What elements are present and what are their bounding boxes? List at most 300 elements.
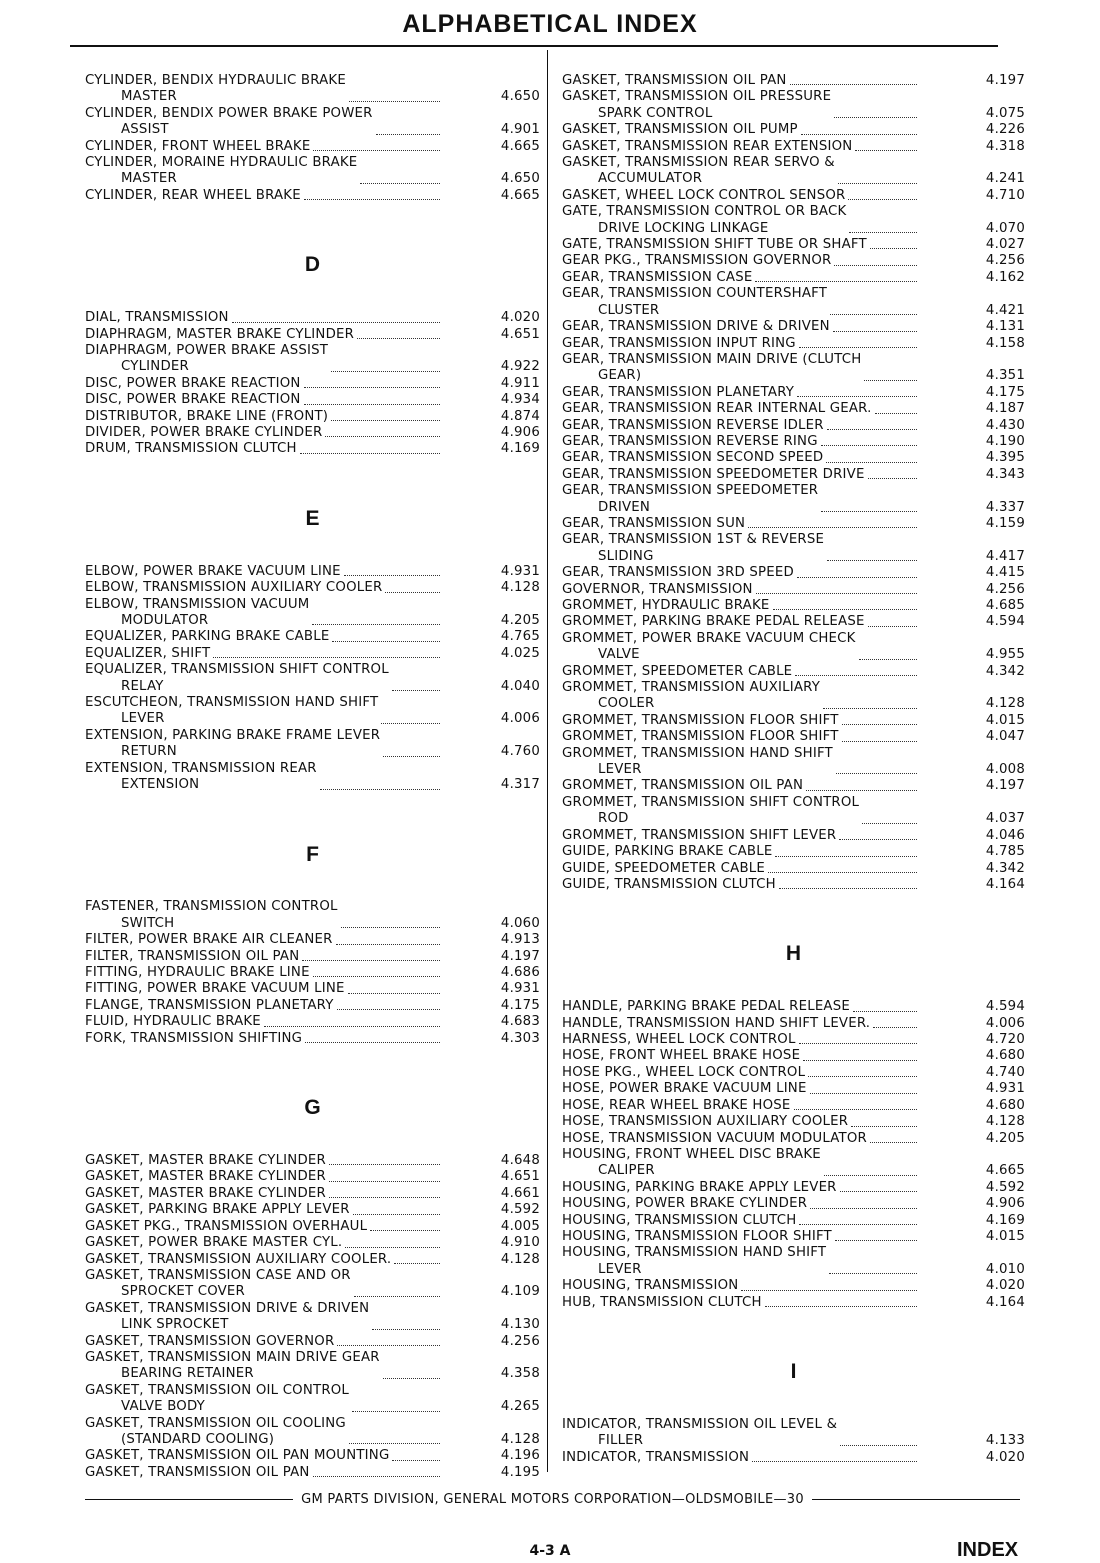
entry-line: GASKET, TRANSMISSION REAR SERVO & — [562, 155, 835, 171]
index-entry — [562, 1114, 1025, 1130]
dot-leader — [842, 741, 917, 742]
entry-line: GROMMET, PARKING BRAKE PEDAL RELEASE — [562, 614, 865, 630]
dot-leader — [827, 429, 917, 430]
dot-leader — [810, 1208, 917, 1209]
dot-leader — [320, 789, 440, 790]
right-column — [562, 73, 1025, 1466]
page-reference: 4.874 — [500, 408, 540, 424]
entry-text — [562, 631, 856, 664]
dot-leader — [823, 708, 917, 709]
section-label: INDEX — [957, 1539, 1019, 1561]
entry-text — [85, 932, 333, 948]
entry-line: GROMMET, TRANSMISSION SHIFT CONTROL — [562, 794, 860, 810]
entry-text — [562, 1295, 762, 1311]
page-reference: 4.685 — [985, 598, 1025, 613]
dot-leader — [394, 1263, 440, 1264]
page-reference: 4.060 — [500, 915, 540, 931]
entry-line: ELBOW, POWER BRAKE VACUUM LINE — [85, 563, 341, 579]
entry-line: DRUM, TRANSMISSION CLUTCH — [85, 441, 297, 457]
section-letter-heading: H — [785, 942, 802, 966]
entry-line: ELBOW, TRANSMISSION AUXILIARY COOLER — [85, 580, 383, 596]
dot-leader — [305, 1042, 440, 1043]
dot-leader — [313, 150, 440, 151]
index-entry — [85, 155, 540, 188]
page-reference: 4.158 — [985, 335, 1025, 351]
entry-line: HOUSING, TRANSMISSION — [562, 1278, 739, 1294]
index-entry — [562, 713, 1025, 729]
dot-leader — [810, 1093, 917, 1094]
entry-line: GASKET, TRANSMISSION OIL PRESSURE — [562, 89, 832, 105]
entry-line: GEAR, TRANSMISSION SUN — [562, 515, 746, 531]
index-entry — [85, 188, 540, 204]
entry-text — [85, 597, 309, 630]
page-reference: 4.765 — [500, 629, 540, 645]
index-entry — [562, 336, 1025, 352]
index-entry — [562, 614, 1025, 630]
index-entry — [562, 1180, 1025, 1196]
section-spacer — [562, 1401, 1025, 1417]
entry-text — [562, 204, 846, 237]
page-reference: 4.075 — [985, 105, 1025, 121]
column-divider — [547, 50, 548, 1472]
index-entry — [562, 1081, 1025, 1097]
entry-text — [562, 844, 772, 860]
page-reference: 4.430 — [985, 417, 1025, 433]
section-spacer — [85, 1137, 540, 1153]
dot-leader — [336, 944, 440, 945]
dot-leader — [385, 592, 440, 593]
page-reference: 4.421 — [985, 302, 1025, 318]
entry-line: GOVERNOR, TRANSMISSION — [562, 581, 753, 597]
entry-line: HANDLE, PARKING BRAKE PEDAL RELEASE — [562, 999, 850, 1015]
dot-leader — [873, 1027, 917, 1028]
entry-line: FORK, TRANSMISSION SHIFTING — [85, 1030, 303, 1046]
entry-line: CYLINDER, BENDIX HYDRAULIC BRAKE — [85, 73, 346, 88]
entry-line: GEAR, TRANSMISSION MAIN DRIVE (CLUTCH — [562, 351, 862, 367]
section-spacer — [85, 867, 540, 883]
index-entry — [562, 795, 1025, 828]
page-reference: 4.415 — [985, 565, 1025, 581]
entry-text — [562, 352, 861, 385]
index-entry — [562, 1032, 1025, 1048]
index-entry — [85, 441, 540, 457]
entry-line: GEAR, TRANSMISSION REVERSE IDLER — [562, 417, 824, 433]
entry-line: GASKET, WHEEL LOCK CONTROL SENSOR — [562, 187, 846, 203]
entry-line: HOSE, FRONT WHEEL BRAKE HOSE — [562, 1048, 801, 1064]
page-reference: 4.005 — [500, 1218, 540, 1234]
entry-line: GEAR, TRANSMISSION CASE — [562, 269, 753, 285]
entry-line: GROMMET, TRANSMISSION OIL PAN — [562, 778, 804, 794]
dot-leader — [357, 338, 440, 339]
page-reference: 4.911 — [500, 375, 540, 391]
entry-text — [562, 253, 831, 269]
dot-leader — [833, 331, 917, 332]
entry-text — [562, 1278, 738, 1294]
entry-line: HOUSING, PARKING BRAKE APPLY LEVER — [562, 1179, 837, 1195]
entry-text — [562, 877, 776, 893]
entry-continuation-line: RETURN — [121, 744, 177, 760]
page-reference: 4.906 — [500, 425, 540, 441]
index-entry — [85, 409, 540, 425]
page-reference: 4.205 — [500, 613, 540, 629]
entry-text — [85, 343, 328, 376]
page-reference: 4.008 — [985, 762, 1025, 778]
entry-text — [562, 1147, 821, 1180]
index-entry — [85, 564, 540, 580]
index-entry — [85, 343, 540, 376]
page-reference: 4.760 — [500, 744, 540, 760]
entry-text — [562, 614, 865, 630]
index-entry — [562, 253, 1025, 269]
index-entry — [562, 418, 1025, 434]
entry-continuation-line: MASTER — [121, 89, 177, 105]
dot-leader — [806, 790, 917, 791]
page-reference: 4.006 — [500, 711, 540, 727]
dot-leader — [313, 976, 440, 977]
entry-line: HARNESS, WHEEL LOCK CONTROL — [562, 1032, 796, 1048]
footer-rule-right — [812, 1499, 1020, 1500]
entry-text — [85, 646, 210, 662]
entry-text — [562, 532, 824, 565]
entry-text — [85, 1416, 346, 1449]
dot-leader — [859, 659, 917, 660]
entry-line: GUIDE, SPEEDOMETER CABLE — [562, 860, 765, 876]
entry-continuation-line: LEVER — [121, 711, 165, 727]
entry-line: DIAPHRAGM, POWER BRAKE ASSIST — [85, 343, 329, 359]
dot-leader — [799, 1043, 917, 1044]
dot-leader — [855, 150, 917, 151]
entry-line: GASKET, TRANSMISSION OIL PAN — [85, 1464, 310, 1480]
index-entry — [85, 932, 540, 948]
page-reference: 4.128 — [500, 580, 540, 596]
dot-leader — [300, 453, 440, 454]
dot-leader — [304, 387, 440, 388]
footer-publisher: GM PARTS DIVISION, GENERAL MOTORS CORPORATION—OLDSMOBILE—30 — [301, 1492, 804, 1507]
dot-leader — [329, 1164, 440, 1165]
left-column — [85, 73, 540, 1481]
entry-text — [85, 1169, 326, 1185]
page-reference: 4.047 — [985, 729, 1025, 745]
index-entry — [85, 1219, 540, 1235]
dot-leader — [748, 527, 917, 528]
page-reference: 4.931 — [500, 563, 540, 579]
entry-text — [562, 1450, 749, 1466]
entry-continuation-line: MASTER — [121, 171, 177, 187]
page-reference: 4.164 — [985, 876, 1025, 892]
page-number: 4-3 A — [529, 1543, 571, 1559]
entry-text — [85, 139, 310, 155]
index-entry — [562, 1229, 1025, 1245]
page-reference: 4.395 — [985, 450, 1025, 466]
index-entry — [562, 385, 1025, 401]
index-entry — [85, 597, 540, 630]
entry-line: GASKET, TRANSMISSION CASE AND OR — [85, 1267, 351, 1283]
page-reference: 4.665 — [985, 1163, 1025, 1179]
page-reference: 4.175 — [985, 384, 1025, 400]
page-reference: 4.025 — [500, 645, 540, 661]
dot-leader — [325, 436, 440, 437]
page-reference: 4.175 — [500, 997, 540, 1013]
dot-leader — [302, 960, 440, 961]
dot-leader — [799, 1224, 917, 1225]
dot-leader — [870, 1142, 917, 1143]
entry-line: GEAR, TRANSMISSION REAR INTERNAL GEAR. — [562, 401, 872, 417]
entry-line: DISTRIBUTOR, BRAKE LINE (FRONT) — [85, 408, 329, 424]
index-entry — [562, 999, 1025, 1015]
index-entry — [562, 1048, 1025, 1064]
entry-line: GASKET, POWER BRAKE MASTER CYL. — [85, 1235, 343, 1251]
index-entry — [562, 532, 1025, 565]
entry-text — [562, 1016, 870, 1032]
entry-text — [562, 598, 770, 614]
section-spacer — [85, 237, 540, 253]
entry-text — [562, 1196, 807, 1212]
index-entry — [562, 729, 1025, 745]
page-reference: 4.650 — [500, 171, 540, 187]
page-reference: 4.680 — [985, 1048, 1025, 1064]
dot-leader — [376, 134, 440, 135]
entry-line: HOSE, TRANSMISSION VACUUM MODULATOR — [562, 1130, 867, 1146]
section-spacer — [85, 810, 540, 826]
index-entry — [562, 598, 1025, 614]
index-entry — [85, 139, 540, 155]
page-reference: 4.197 — [500, 948, 540, 964]
entry-continuation-line: RELAY — [121, 678, 164, 694]
dot-leader — [304, 199, 440, 200]
entry-text — [562, 73, 787, 89]
dot-leader — [830, 314, 917, 315]
entry-line: GASKET, MASTER BRAKE CYLINDER — [85, 1153, 326, 1169]
page-reference: 4.130 — [500, 1317, 540, 1333]
section-spacer — [85, 1047, 540, 1063]
page-reference: 4.256 — [985, 581, 1025, 597]
index-entry — [85, 106, 540, 139]
entry-text — [85, 1465, 310, 1481]
entry-line: GASKET, PARKING BRAKE APPLY LEVER — [85, 1202, 350, 1218]
page-reference: 4.901 — [500, 122, 540, 138]
index-entry — [562, 89, 1025, 122]
index-entry — [85, 376, 540, 392]
section-spacer — [85, 826, 540, 842]
index-entry — [85, 761, 540, 794]
page-reference: 4.342 — [985, 663, 1025, 679]
section-letter-heading: D — [304, 253, 321, 277]
section-spacer — [562, 1311, 1025, 1327]
entry-text — [562, 401, 872, 417]
dot-leader — [853, 1011, 917, 1012]
page-reference: 4.131 — [985, 319, 1025, 335]
index-entry — [85, 629, 540, 645]
index-entry — [562, 582, 1025, 598]
entry-line: HOUSING, TRANSMISSION FLOOR SHIFT — [562, 1228, 832, 1244]
dot-leader — [848, 199, 917, 200]
index-entry — [562, 1213, 1025, 1229]
dot-leader — [779, 888, 917, 889]
dot-leader — [794, 1109, 917, 1110]
index-entry — [562, 1450, 1025, 1466]
entry-continuation-line: SPARK CONTROL — [598, 105, 713, 121]
entry-text — [562, 680, 820, 713]
page-reference: 4.318 — [985, 138, 1025, 154]
entry-line: GASKET, TRANSMISSION OIL PUMP — [562, 122, 798, 138]
entry-text — [562, 565, 794, 581]
entry-text — [562, 778, 803, 794]
index-entry — [562, 1295, 1025, 1311]
page-reference: 4.785 — [985, 844, 1025, 860]
entry-text — [85, 1252, 391, 1268]
entry-text — [562, 1114, 848, 1130]
page-reference: 4.109 — [500, 1284, 540, 1300]
entry-text — [85, 965, 310, 981]
page-reference: 4.046 — [985, 827, 1025, 843]
index-entry — [562, 401, 1025, 417]
dot-leader — [840, 1191, 917, 1192]
entry-text — [562, 713, 839, 729]
entry-text — [85, 662, 389, 695]
entry-line: FASTENER, TRANSMISSION CONTROL — [85, 899, 338, 915]
entry-text — [562, 1245, 826, 1278]
entry-text — [562, 270, 752, 286]
dot-leader — [337, 1345, 440, 1346]
dot-leader — [803, 1060, 917, 1061]
entry-text — [85, 155, 357, 188]
section-spacer — [85, 794, 540, 810]
entry-line: ESCUTCHEON, TRANSMISSION HAND SHIFT — [85, 695, 379, 711]
entry-line: HOSE PKG., WHEEL LOCK CONTROL — [562, 1064, 806, 1080]
entry-line: CYLINDER, BENDIX POWER BRAKE POWER — [85, 105, 373, 121]
dot-leader — [775, 856, 917, 857]
index-entry — [562, 1065, 1025, 1081]
entry-continuation-line: LEVER — [598, 762, 642, 778]
section-spacer — [85, 204, 540, 220]
page-reference: 4.190 — [985, 433, 1025, 449]
entry-text — [562, 1131, 867, 1147]
index-entry — [562, 319, 1025, 335]
dot-leader — [329, 1197, 440, 1198]
page-reference: 4.133 — [985, 1433, 1025, 1449]
page-reference: 4.196 — [500, 1448, 540, 1464]
page-reference: 4.020 — [985, 1278, 1025, 1294]
entry-text — [562, 155, 835, 188]
index-entry — [562, 73, 1025, 89]
entry-text — [562, 1229, 832, 1245]
entry-text — [562, 746, 833, 779]
entry-text — [85, 441, 297, 457]
entry-line: GROMMET, POWER BRAKE VACUUM CHECK — [562, 630, 856, 646]
entry-line: EQUALIZER, PARKING BRAKE CABLE — [85, 629, 330, 645]
dot-leader — [353, 1214, 440, 1215]
page-reference: 4.256 — [500, 1333, 540, 1349]
index-entry — [85, 580, 540, 596]
entry-line: HOUSING, TRANSMISSION HAND SHIFT — [562, 1245, 827, 1261]
entry-continuation-line: ACCUMULATOR — [598, 171, 703, 187]
section-letter-heading: E — [305, 507, 320, 531]
entry-text — [562, 450, 823, 466]
dot-leader — [372, 1329, 440, 1330]
dot-leader — [834, 117, 917, 118]
index-entry — [562, 188, 1025, 204]
dot-leader — [360, 183, 440, 184]
index-entry — [85, 1235, 540, 1251]
section-spacer — [562, 926, 1025, 942]
dot-leader — [331, 420, 440, 421]
page-reference: 4.027 — [985, 237, 1025, 253]
index-entry — [562, 1196, 1025, 1212]
entry-text — [562, 286, 827, 319]
entry-text — [85, 981, 345, 997]
entry-text — [85, 1334, 334, 1350]
index-entry — [85, 1252, 540, 1268]
entry-continuation-line: LINK SPROCKET — [121, 1317, 229, 1333]
entry-text — [562, 467, 865, 483]
dot-leader — [868, 626, 917, 627]
entry-text — [85, 188, 301, 204]
entry-text — [562, 1213, 796, 1229]
page-reference: 4.343 — [985, 466, 1025, 482]
dot-leader — [838, 183, 917, 184]
dot-leader — [348, 993, 440, 994]
page-reference: 4.931 — [500, 981, 540, 997]
page-reference: 4.265 — [500, 1399, 540, 1415]
index-entry — [85, 965, 540, 981]
dot-leader — [797, 396, 917, 397]
section-spacer — [562, 893, 1025, 909]
dot-leader — [383, 1378, 440, 1379]
section-spacer — [562, 966, 1025, 982]
entry-line: INDICATOR, TRANSMISSION — [562, 1449, 750, 1465]
entry-text — [562, 418, 824, 434]
entry-text — [85, 425, 322, 441]
index-entry — [562, 631, 1025, 664]
entry-line: GEAR, TRANSMISSION REVERSE RING — [562, 433, 818, 449]
index-entry — [85, 1448, 540, 1464]
entry-text — [562, 385, 794, 401]
page-reference: 4.195 — [500, 1464, 540, 1480]
index-entry — [562, 778, 1025, 794]
entry-line: HOSE, POWER BRAKE VACUUM LINE — [562, 1081, 807, 1097]
page-reference: 4.342 — [985, 860, 1025, 876]
entry-text — [85, 1153, 326, 1169]
entry-text — [562, 139, 852, 155]
entry-line: EXTENSION, TRANSMISSION REAR — [85, 760, 317, 776]
dot-leader — [875, 413, 917, 414]
entry-text — [85, 728, 380, 761]
dot-leader — [354, 1296, 440, 1297]
section-spacer — [85, 491, 540, 507]
section-spacer — [85, 277, 540, 293]
entry-text — [85, 949, 299, 965]
footer-rule-left — [85, 1499, 293, 1500]
entry-text — [85, 1383, 349, 1416]
page-reference: 4.128 — [500, 1251, 540, 1267]
index-entry — [562, 664, 1025, 680]
entry-continuation-line: CLUSTER — [598, 302, 660, 318]
section-spacer — [562, 1344, 1025, 1360]
dot-leader — [765, 1306, 917, 1307]
dot-leader — [331, 371, 440, 372]
index-entry — [562, 237, 1025, 253]
entry-line: HANDLE, TRANSMISSION HAND SHIFT LEVER. — [562, 1015, 871, 1031]
entry-continuation-line: LEVER — [598, 1261, 642, 1277]
page-reference: 4.592 — [500, 1202, 540, 1218]
dot-leader — [868, 478, 917, 479]
dot-leader — [797, 577, 917, 578]
page-reference: 4.037 — [985, 811, 1025, 827]
entry-text — [85, 998, 334, 1014]
index-entry — [562, 450, 1025, 466]
entry-text — [562, 1098, 791, 1114]
index-entry — [85, 998, 540, 1014]
